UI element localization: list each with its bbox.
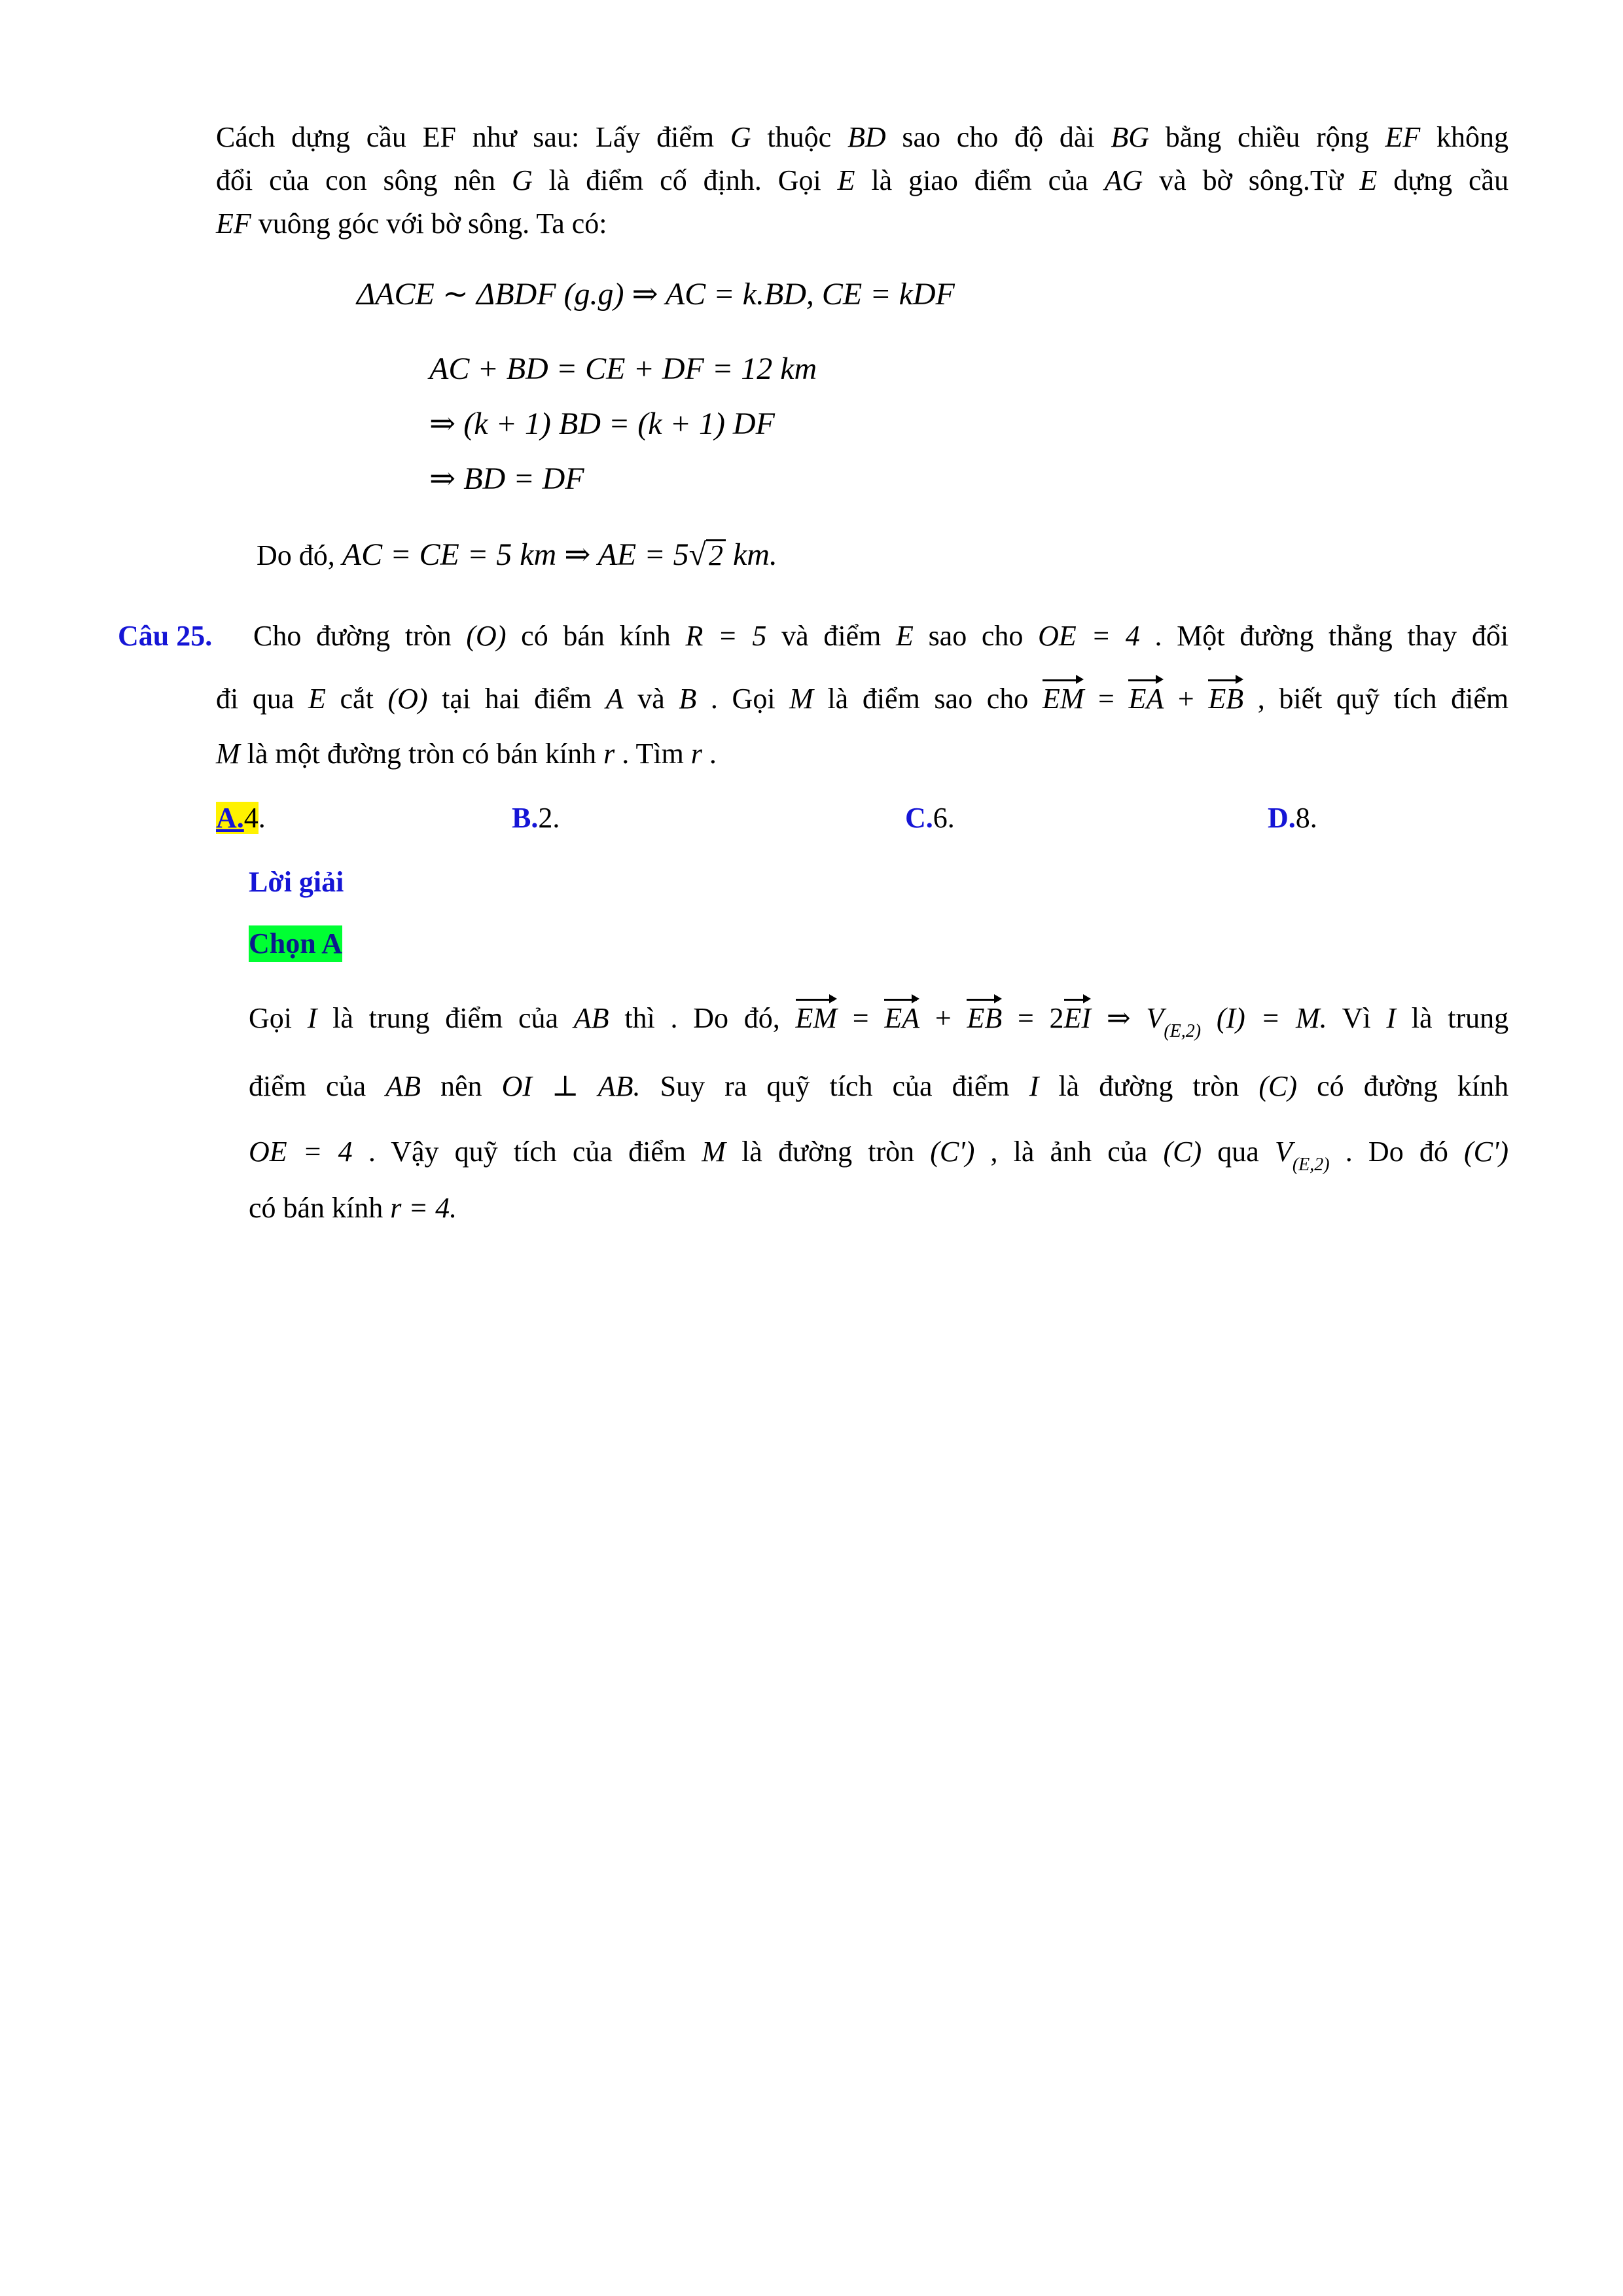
equation-factor: ⇒ (k + 1) BD = (k + 1) DF — [429, 406, 775, 441]
intro-line-2: đổi của con sông nên G là điểm cố định. Gọi E là giao điểm của AG và bờ sông.Từ E dựng cầu — [216, 164, 1509, 196]
equation-conclusion: Do đó, AC = CE = 5 km ⇒ AE = 5√2 km. — [257, 537, 777, 572]
vector-eb: EB — [1208, 681, 1243, 717]
option-c[interactable]: C.6. — [905, 802, 955, 834]
option-b[interactable]: B.2. — [512, 802, 560, 834]
vector-eb: EB — [967, 1000, 1002, 1037]
equation-bd-equals-df: ⇒ BD = DF — [429, 461, 584, 496]
option-d-letter: D. — [1268, 802, 1296, 834]
question-line-3: M là một đường tròn có bán kính r . Tìm r . — [216, 738, 717, 770]
solution-line-4: có bán kính r = 4. — [249, 1192, 457, 1224]
equation-similar-triangles: ΔACE ∼ ΔBDF (g.g) ⇒ AC = k.BD, CE = kDF — [357, 277, 955, 312]
vector-em: EM — [796, 1000, 838, 1037]
question-label: Câu 25. — [118, 620, 213, 652]
option-c-letter: C. — [905, 802, 933, 834]
option-a-letter: A. — [216, 802, 244, 834]
vector-ea: EA — [1128, 681, 1164, 717]
solution-line-3: OE = 4 . Vậy quỹ tích của điểm M là đường tròn (C') , là ảnh của (C) qua $V_{(E,2)}$ . Do đó (C') — [249, 1136, 1509, 1175]
intro-line-3: EF vuông góc với bờ sông. Ta có: — [216, 207, 607, 240]
solution-line-1: Gọi I là trung điểm của AB thì . Do đó, EM = EA + EB = 2EI ⇒ $V_{(E,2)}$ (I) = M. Vì I là trung — [249, 1000, 1508, 1050]
vector-em: EM — [1043, 681, 1084, 717]
question-line-1: Cho đường tròn (O) có bán kính R = 5 và điểm E sao cho OE = 4 . Một đường thẳng thay đổi — [253, 620, 1509, 652]
option-a[interactable]: A.4. — [216, 802, 266, 834]
equation-sum: AC + BD = CE + DF = 12 km — [429, 351, 817, 386]
sqrt-two: 2 — [706, 539, 726, 570]
option-d[interactable]: D.8. — [1268, 802, 1317, 834]
intro-line-1: Cách dựng cầu EF như sau: Lấy điểm G thuộc BD sao cho độ dài BG bằng chiều rộng EF không — [216, 121, 1509, 153]
solution-choice: Chọn A — [249, 925, 342, 962]
solution-title: Lời giải — [249, 866, 344, 898]
vector-ea: EA — [884, 1000, 919, 1037]
solution-line-2: điểm của AB nên OI ⊥ AB. Suy ra quỹ tích của điểm I là đường tròn (C) có đường kính — [249, 1070, 1509, 1102]
question-line-2: đi qua E cắt (O) tại hai điểm A và B . Gọi M là điểm sao cho EM = EA + EB , biết quỹ tích điểm — [216, 681, 1508, 717]
option-b-letter: B. — [512, 802, 539, 834]
vector-ei: EI — [1064, 1000, 1092, 1037]
